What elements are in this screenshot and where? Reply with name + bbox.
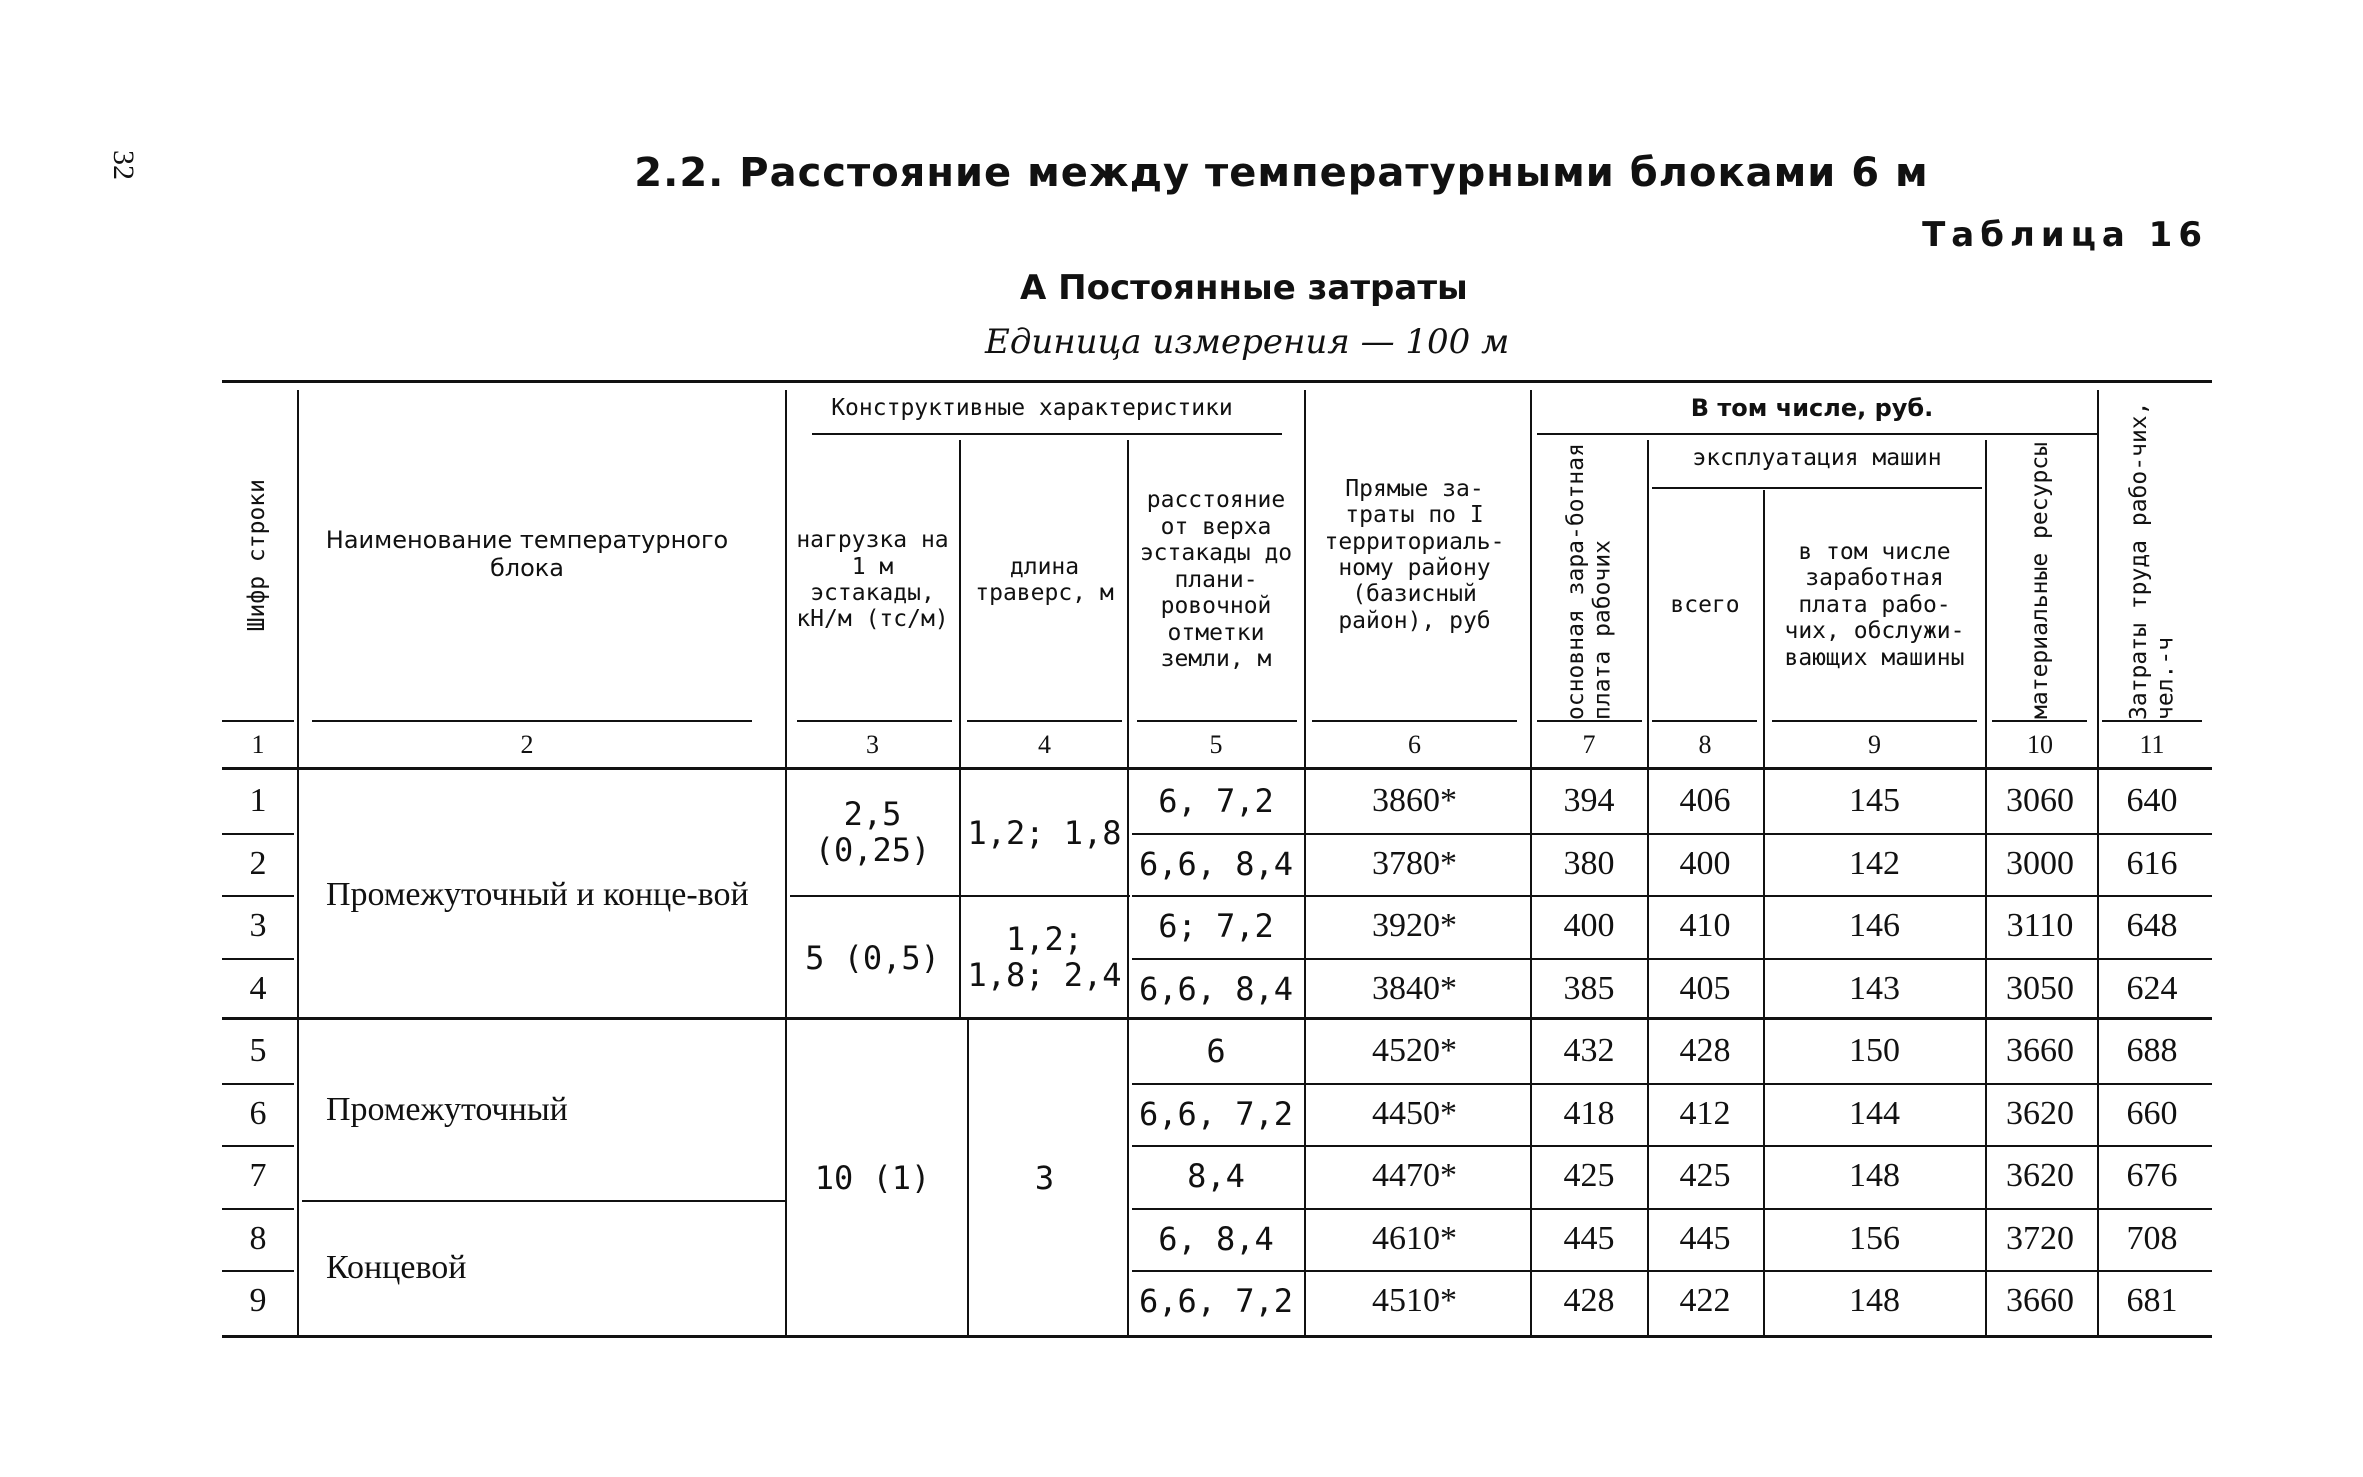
row-machines-wages: 146 [1849,907,1900,945]
row-distance: 6,6, 7,2 [1138,1282,1294,1321]
header-materials: материальные ресурсы [2026,441,2053,719]
row-wages: 380 [1563,844,1615,882]
row-distance: 6; 7,2 [1158,907,1274,946]
column-number: 1 [251,730,265,759]
row-code: 4 [249,969,267,1007]
block-name-group-b: Промежуточный [326,1091,568,1129]
row-machines-total: 422 [1679,1282,1731,1320]
row-direct-costs: 3920* [1372,907,1457,945]
column-number: 6 [1408,730,1421,759]
header-direct-costs: Прямые за-траты по I территориаль-ному району (базисный район), руб [1324,475,1505,634]
load-group-a: 2,5 (0,25) [814,795,931,869]
row-labor: 688 [2126,1032,2178,1070]
row-machines-wages: 145 [1849,782,1900,820]
row-materials: 3050 [2006,969,2074,1007]
column-number: 11 [2139,730,2165,759]
header-distance: расстояние от верха эстакады до плани-ровочной отметки земли, м [1139,487,1293,673]
row-wages: 428 [1563,1282,1615,1320]
row-machines-total: 410 [1679,907,1731,945]
row-materials: 3720 [2006,1219,2074,1257]
header-machines-total: всего [1670,591,1740,618]
row-distance: 6,6, 7,2 [1138,1094,1294,1133]
row-materials: 3660 [2006,1032,2074,1070]
header-labor: Затраты труда рабо-чих, чел.-ч [2125,401,2178,720]
column-number: 7 [1582,730,1596,759]
traverse-group-b: 1,2; 1,8; 2,4 [967,920,1122,994]
table-label: Таблица 16 [1922,215,2208,255]
load-group-c: 10 (1) [814,1158,931,1197]
row-machines-wages: 144 [1849,1094,1900,1132]
row-code: 5 [249,1032,267,1070]
load-group-b: 5 (0,5) [805,938,940,977]
row-distance: 6, 8,4 [1158,1219,1274,1258]
row-labor: 660 [2126,1094,2178,1132]
column-number: 2 [520,730,534,759]
header-wages: основная зара-ботная плата рабочих [1562,443,1615,720]
row-direct-costs: 4610* [1372,1219,1457,1257]
row-materials: 3620 [2006,1094,2074,1132]
row-direct-costs: 3840* [1372,969,1457,1007]
row-wages: 432 [1563,1032,1615,1070]
row-machines-wages: 150 [1849,1032,1900,1070]
row-machines-wages: 142 [1849,844,1900,882]
row-distance: 8,4 [1187,1157,1245,1196]
row-machines-total: 445 [1679,1219,1731,1257]
row-wages: 400 [1563,907,1615,945]
row-code: 9 [249,1282,267,1320]
row-distance: 6,6, 8,4 [1138,969,1294,1008]
row-machines-total: 406 [1679,782,1731,820]
row-machines-wages: 148 [1849,1157,1900,1195]
page-heading: 2.2. Расстояние между температурными блоками 6 м [634,150,1929,196]
row-direct-costs: 4470* [1372,1157,1457,1195]
row-code: 1 [249,782,267,820]
unit-of-measure: Единица измерения — 100 м [985,322,1510,362]
row-code: 6 [249,1094,267,1132]
row-code: 3 [249,907,267,945]
row-direct-costs: 3780* [1372,844,1457,882]
cost-table [222,380,2212,1340]
row-code: 8 [249,1219,267,1257]
row-machines-total: 400 [1679,844,1731,882]
row-machines-wages: 156 [1849,1219,1900,1257]
header-load: нагрузка на 1 м эстакады, кН/м (тс/м) [796,527,949,633]
row-code: 2 [249,844,267,882]
row-machines-total: 405 [1679,969,1731,1007]
row-labor: 624 [2126,969,2178,1007]
row-materials: 3060 [2006,782,2074,820]
row-machines-wages: 148 [1849,1282,1900,1320]
row-wages: 394 [1563,782,1615,820]
traverse-group-c: 3 [1034,1158,1055,1197]
column-number: 9 [1868,730,1881,759]
header-name: Наименование температурного блока [325,526,729,582]
row-code: 7 [249,1157,267,1195]
row-labor: 648 [2126,907,2178,945]
row-distance: 6,6, 8,4 [1138,844,1294,883]
row-wages: 445 [1563,1219,1615,1257]
row-wages: 425 [1563,1157,1615,1195]
header-machines-wages: в том числе заработная плата рабо-чих, обслужи-вающих машины [1784,538,1965,671]
row-machines-wages: 143 [1849,969,1900,1007]
column-number: 3 [866,730,879,759]
header-traverse: длина траверс, м [975,553,1114,606]
row-labor: 676 [2126,1157,2178,1195]
header-machines: эксплуатация машин [1692,445,1942,472]
row-labor: 708 [2126,1219,2178,1257]
row-direct-costs: 3860* [1372,782,1457,820]
header-constructive: Конструктивные характеристики [831,395,1233,422]
row-machines-total: 428 [1679,1032,1731,1070]
column-number: 4 [1038,730,1051,759]
row-materials: 3110 [2006,907,2074,945]
row-materials: 3000 [2006,844,2074,882]
row-wages: 385 [1563,969,1615,1007]
row-machines-total: 425 [1679,1157,1731,1195]
row-distance: 6 [1206,1032,1226,1071]
row-materials: 3620 [2006,1157,2074,1195]
row-direct-costs: 4520* [1372,1032,1457,1070]
column-number: 5 [1209,730,1223,759]
row-distance: 6, 7,2 [1158,782,1274,821]
row-labor: 681 [2126,1282,2178,1320]
row-materials: 3660 [2006,1282,2074,1320]
header-code: Шифр строки [243,478,270,632]
traverse-group-a: 1,2; 1,8 [967,813,1122,852]
row-labor: 640 [2126,782,2178,820]
block-name-group-a: Промежуточный и конце-вой [326,876,749,914]
row-direct-costs: 4450* [1372,1094,1457,1132]
row-machines-total: 412 [1679,1094,1731,1132]
section-title: А Постоянные затраты [1020,268,1468,308]
column-number: 10 [2027,730,2053,759]
row-wages: 418 [1563,1094,1615,1132]
row-labor: 616 [2126,844,2178,882]
header-including: В том числе, руб. [1690,393,1934,422]
page-number: 32 [107,150,140,180]
column-number: 8 [1698,730,1712,759]
row-direct-costs: 4510* [1372,1282,1457,1320]
block-name-group-c: Концевой [326,1248,467,1286]
